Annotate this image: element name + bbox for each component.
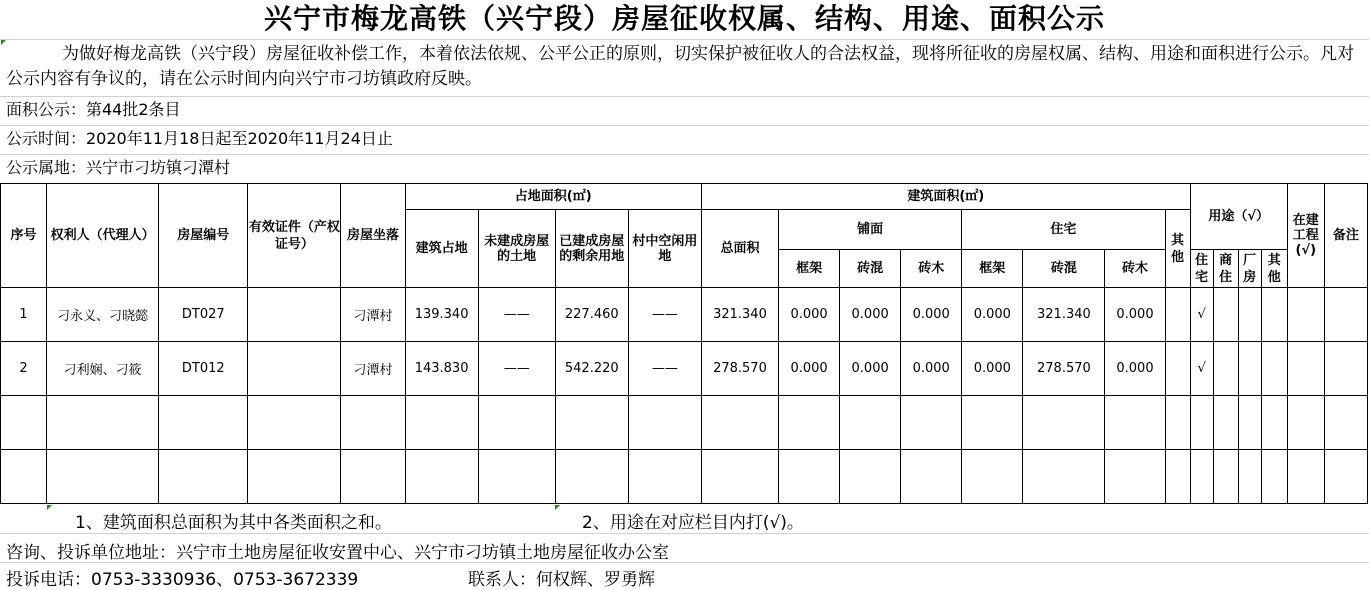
note-2: 2、用途在对应栏目内打(√)。 xyxy=(582,513,804,533)
cell-marker xyxy=(555,505,560,510)
contact-phone: 投诉电话：0753-3330936、0753-3672339 xyxy=(6,570,359,590)
header-land-vacant: 村中空闲用地 xyxy=(628,210,701,288)
header-shop-bw: 砖木 xyxy=(901,250,962,288)
header-land-remaining: 已建成房屋的剩余用地 xyxy=(555,210,628,288)
cell-land-unbuilt: —— xyxy=(478,342,555,396)
header-use-commercial: 商住 xyxy=(1213,250,1238,288)
batch-info: 面积公示：第44批2条目 xyxy=(6,100,181,119)
cell-shop-frame: 0.000 xyxy=(779,342,840,396)
cell-land-building: 143.830 xyxy=(405,342,478,396)
cell-shop-bw: 0.000 xyxy=(901,342,962,396)
header-land-area: 占地面积(㎡) xyxy=(405,184,701,210)
cell-under-construction xyxy=(1287,342,1324,396)
header-shop-bc: 砖混 xyxy=(840,250,901,288)
contact-person: 联系人：何权辉、罗勇辉 xyxy=(468,570,655,590)
cell-owner: 刁永义、刁晓懿 xyxy=(47,288,159,342)
cell-marker xyxy=(47,505,52,510)
cell-land-remaining: 542.220 xyxy=(555,342,628,396)
header-total: 总面积 xyxy=(701,210,778,288)
table-row xyxy=(1,342,1368,396)
cell-remark xyxy=(1324,342,1367,396)
header-land-unbuilt: 未建成房屋的土地 xyxy=(478,210,555,288)
header-address: 房屋坐落 xyxy=(341,184,405,288)
cell-shop-bc: 0.000 xyxy=(840,342,901,396)
cell-address: 刁潭村 xyxy=(341,342,405,396)
cell-use-residence: √ xyxy=(1190,288,1213,342)
header-house-no: 房屋编号 xyxy=(159,184,248,288)
cell-shop-frame: 0.000 xyxy=(779,288,840,342)
cell-land-building: 139.340 xyxy=(405,288,478,342)
divider xyxy=(0,39,1369,40)
header-remark: 备注 xyxy=(1324,184,1367,288)
header-usage: 用途（√） xyxy=(1190,184,1287,250)
cell-shop-bc: 0.000 xyxy=(840,288,901,342)
cell-land-vacant: —— xyxy=(628,288,701,342)
table-row xyxy=(1,288,1368,342)
header-cert: 有效证件（产权证号） xyxy=(248,184,341,288)
header-other: 其他 xyxy=(1165,210,1190,288)
cell-owner: 刁利娴、刁筱 xyxy=(47,342,159,396)
cell-use-other xyxy=(1261,342,1287,396)
intro-text: 为做好梅龙高铁（兴宁段）房屋征收补偿工作，本着依法依规、公平公正的原则，切实保护被征收人的合法权益，现将所征收的房屋权属、结构、用途和面积进行公示。凡对公示内容有争议的，请在公示时间内向兴宁市刁坊镇政府反映。 xyxy=(6,44,1354,89)
header-seq: 序号 xyxy=(1,184,47,288)
cell-cert xyxy=(248,288,341,342)
cell-use-factory xyxy=(1238,342,1261,396)
header-res-bw: 砖木 xyxy=(1105,250,1165,288)
header-residence: 住宅 xyxy=(962,210,1165,250)
divider xyxy=(0,562,1369,563)
cell-cert xyxy=(248,342,341,396)
cell-use-commercial xyxy=(1213,288,1238,342)
cell-seq: 1 xyxy=(1,288,47,342)
intro-paragraph xyxy=(6,42,1364,92)
cell-res-frame: 0.000 xyxy=(962,288,1023,342)
table-row-empty xyxy=(1,396,1368,450)
cell-res-bw: 0.000 xyxy=(1105,342,1165,396)
cell-res-bc: 321.340 xyxy=(1023,288,1105,342)
header-res-frame: 框架 xyxy=(962,250,1023,288)
cell-land-remaining: 227.460 xyxy=(555,288,628,342)
cell-res-bw: 0.000 xyxy=(1105,288,1165,342)
cell-under-construction xyxy=(1287,288,1324,342)
header-use-other: 其他 xyxy=(1261,250,1287,288)
property-table xyxy=(0,183,1368,504)
cell-shop-bw: 0.000 xyxy=(901,288,962,342)
header-under-construction: 在建工程(√) xyxy=(1287,184,1324,288)
period-info: 公示时间：2020年11月18日起至2020年11月24日止 xyxy=(6,129,393,148)
cell-total: 321.340 xyxy=(701,288,778,342)
header-building-area: 建筑面积(㎡) xyxy=(701,184,1190,210)
note-1: 1、建筑面积总面积为其中各类面积之和。 xyxy=(75,513,392,533)
header-use-factory: 厂房 xyxy=(1238,250,1261,288)
cell-res-bc: 278.570 xyxy=(1023,342,1105,396)
cell-total: 278.570 xyxy=(701,342,778,396)
cell-res-frame: 0.000 xyxy=(962,342,1023,396)
cell-use-commercial xyxy=(1213,342,1238,396)
cell-use-factory xyxy=(1238,288,1261,342)
header-owner: 权利人（代理人） xyxy=(47,184,159,288)
cell-use-other xyxy=(1261,288,1287,342)
header-use-residence: 住宅 xyxy=(1190,250,1213,288)
cell-use-residence: √ xyxy=(1190,342,1213,396)
cell-house-no: DT027 xyxy=(159,288,248,342)
cell-remark xyxy=(1324,288,1367,342)
divider xyxy=(0,96,1369,97)
table-row-empty xyxy=(1,450,1368,504)
divider xyxy=(0,533,1369,534)
header-res-bc: 砖混 xyxy=(1023,250,1105,288)
cell-other xyxy=(1165,288,1190,342)
cell-other xyxy=(1165,342,1190,396)
cell-house-no: DT012 xyxy=(159,342,248,396)
contact-address: 咨询、投诉单位地址：兴宁市土地房屋征收安置中心、兴宁市刁坊镇土地房屋征收办公室 xyxy=(6,543,669,563)
header-shop-frame: 框架 xyxy=(779,250,840,288)
location-info: 公示属地：兴宁市刁坊镇刁潭村 xyxy=(6,158,231,177)
header-shop: 铺面 xyxy=(779,210,962,250)
page-title: 兴宁市梅龙高铁（兴宁段）房屋征收权属、结构、用途、面积公示 xyxy=(263,2,1105,35)
header-land-building: 建筑占地 xyxy=(405,210,478,288)
cell-seq: 2 xyxy=(1,342,47,396)
cell-land-unbuilt: —— xyxy=(478,288,555,342)
cell-land-vacant: —— xyxy=(628,342,701,396)
cell-address: 刁潭村 xyxy=(341,288,405,342)
